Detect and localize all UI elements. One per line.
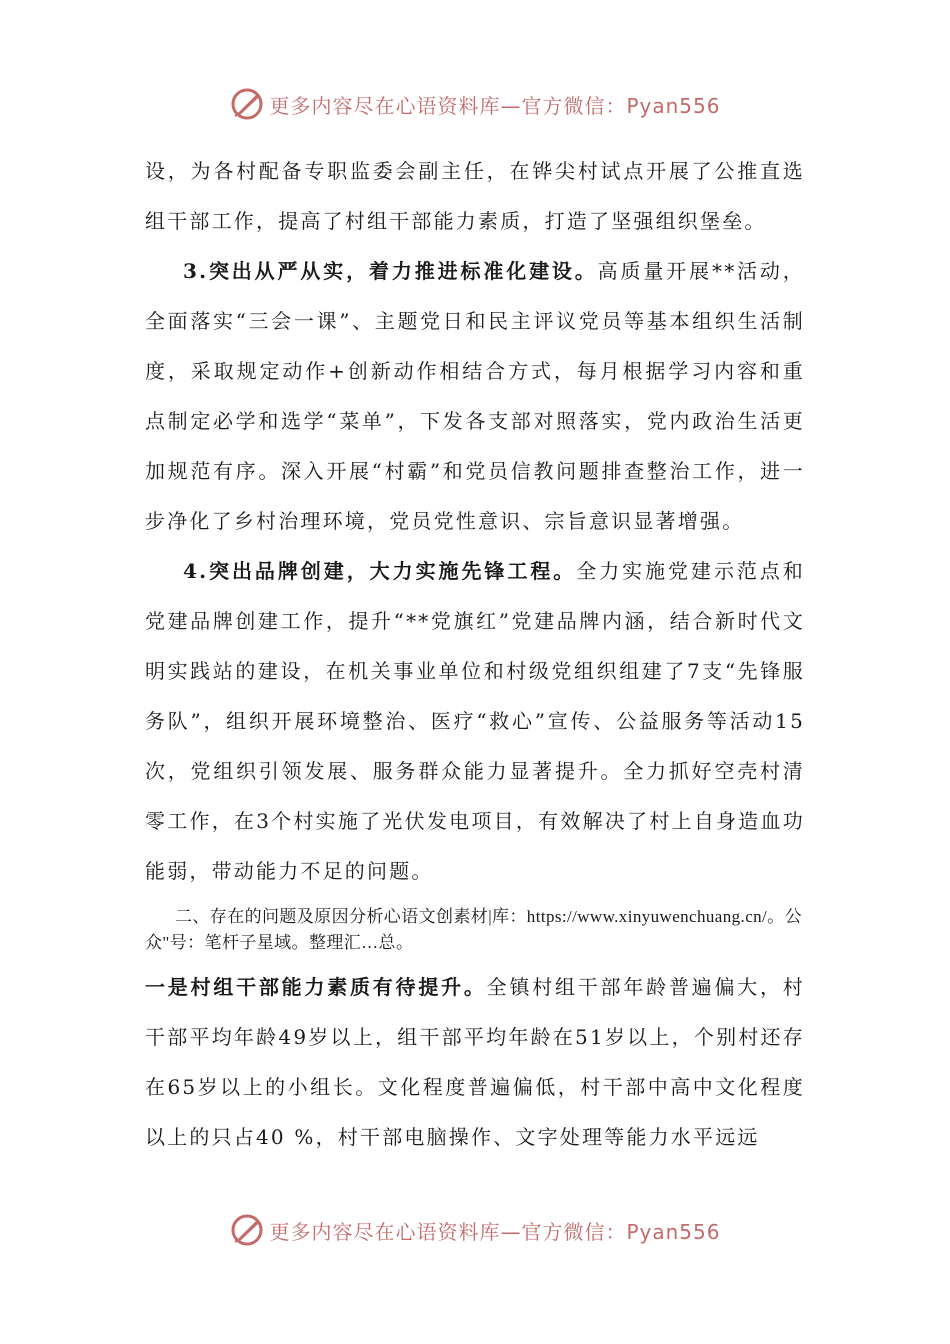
paragraph-text: 全力实施党建示范点和党建品牌创建工作，提升“**党旗红”党建品牌内涵，结合新时代文明实践站的建设，在机关事业单位和村级党组织组建了7支“先锋服务队”，组织开展环境整治、医疗“救心”宣传、公益服务等活动15次，党组织引领发展、服务群众能力显著提升。全力抓好空壳村清零工作，在3个村实施了光伏发电项目，有效解决了村上自身造血功能弱，带动能力不足的问题。	[145, 559, 806, 883]
paragraph-heading: 一是村组干部能力素质有待提升。	[145, 975, 487, 999]
banner-text: 更多内容尽在心语资料库—官方微信：Pyan556	[269, 1219, 721, 1244]
document-body	[145, 146, 805, 1162]
paragraph-continuation: 设，为各村配备专职监委会副主任，在铧尖村试点开展了公推直选组干部工作，提高了村组干部能力素质，打造了坚强组织堡垒。	[145, 159, 805, 233]
quill-logo-icon	[229, 86, 265, 122]
paragraph-cadre-ability	[145, 962, 805, 1162]
header-banner	[0, 84, 950, 124]
paragraph-brand-building	[145, 546, 805, 896]
paragraph-heading: 4.突出品牌创建，大力实施先锋工程。	[183, 559, 577, 583]
paragraph-heading: 3.突出从严从实，着力推进标准化建设。	[183, 259, 598, 283]
quill-logo-icon	[229, 1212, 265, 1248]
footer-banner	[0, 1210, 950, 1250]
paragraph-text: 全镇村组干部年龄普遍偏大，村干部平均年龄49岁以上，组干部平均年龄在51岁以上，个别村还存在65岁以上的小组长。文化程度普遍偏低，村干部中高中文化程度以上的只占40 %，村干部电脑操作、文字处理等能力水平远远	[145, 975, 805, 1149]
banner-text: 更多内容尽在心语资料库—官方微信：Pyan556	[269, 93, 721, 118]
paragraph-standardization	[145, 246, 805, 546]
paragraph-text: 高质量开展**活动，全面落实“三会一课”、主题党日和民主评议党员等基本组织生活制度，采取规定动作+创新动作相结合方式，每月根据学习内容和重点制定必学和选学“菜单”，下发各支部对照落实，党内政治生活更加规范有序。深入开展“村霸”和党员信教问题排查整治工作，进一步净化了乡村治理环境，党员党性意识、宗旨意识显著增强。	[145, 259, 805, 533]
section-heading: 二、存在的问题及原因分析心语文创素材|库：https://www.xinyuwenchuang.cn/。公众"号：笔杆子星域。整理汇…总。	[145, 907, 802, 952]
